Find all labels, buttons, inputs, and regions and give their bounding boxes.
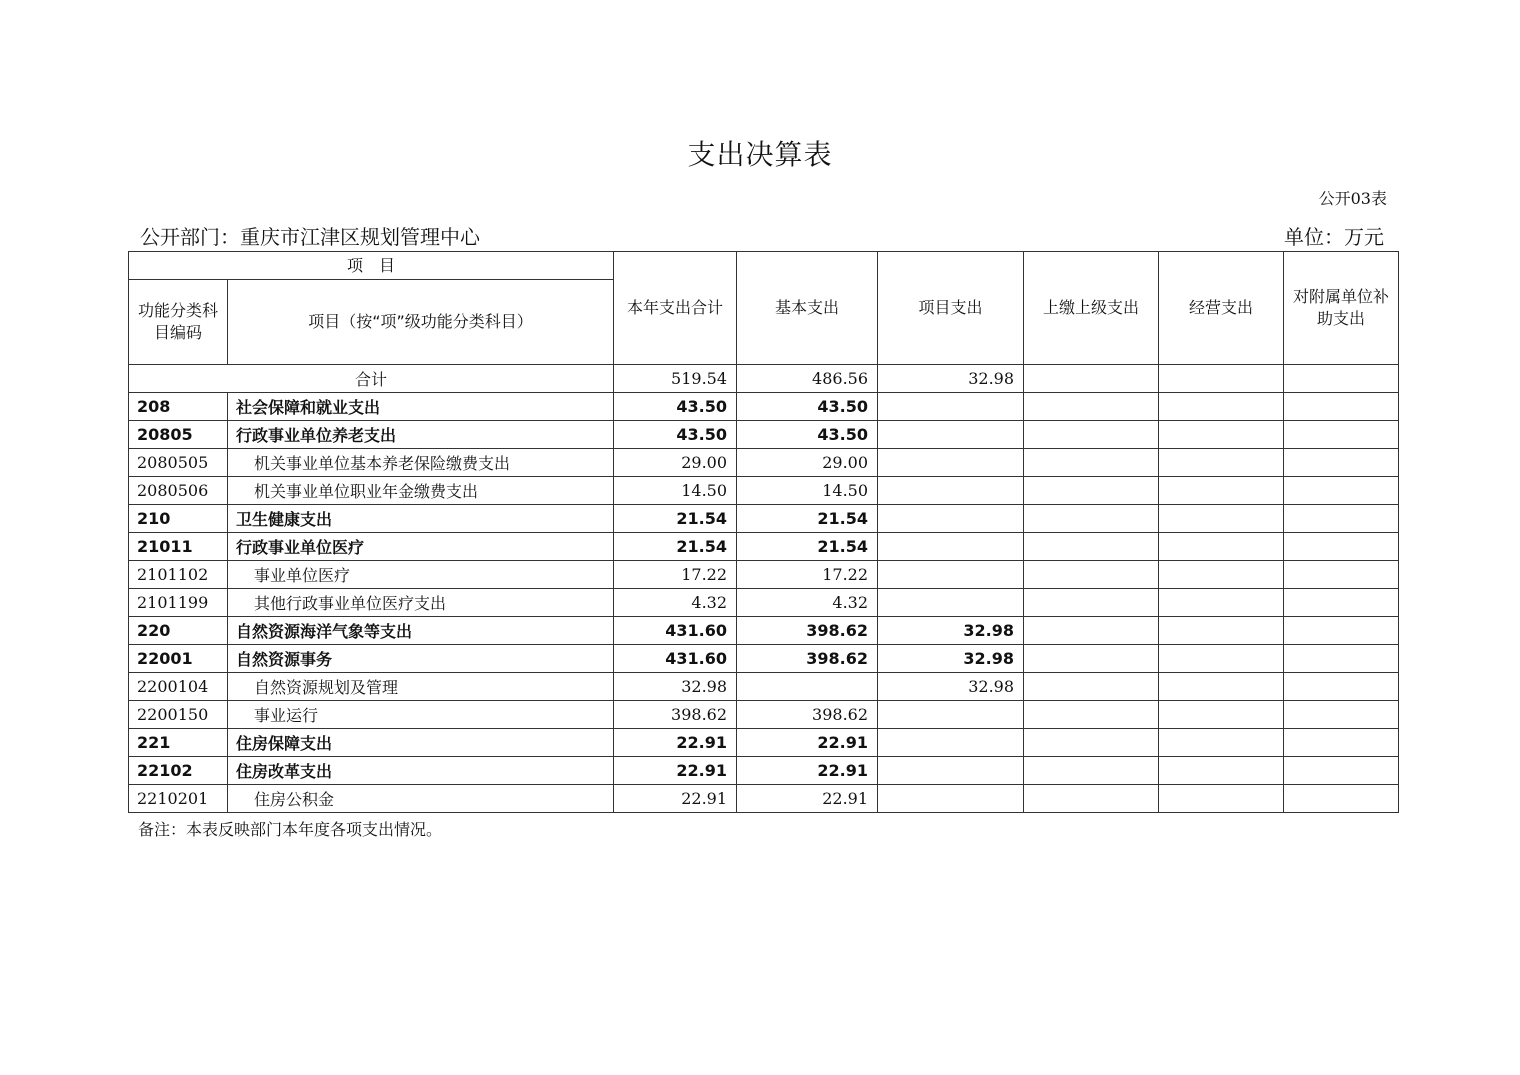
row-name [228,589,614,617]
table-row [129,477,1399,505]
row-code: 221 [129,729,228,757]
row-code: 22001 [129,645,228,673]
row-business [1159,533,1284,561]
row-basic: 398.62 [737,701,878,729]
row-subsidy [1284,533,1399,561]
row-subsidy [1284,617,1399,645]
row-total: 22.91 [614,785,737,813]
row-total: 43.50 [614,393,737,421]
row-business [1159,729,1284,757]
row-business [1159,421,1284,449]
row-name-text: 自然资源事务 [236,650,333,669]
row-code: 2080505 [129,449,228,477]
row-project [878,785,1024,813]
total-basic: 486.56 [737,365,878,393]
table-row [129,645,1399,673]
footnote: 备注：本表反映部门本年度各项支出情况。 [138,820,443,839]
row-business [1159,561,1284,589]
row-subsidy [1284,785,1399,813]
row-subsidy [1284,757,1399,785]
row-name [228,785,614,813]
row-project: 32.98 [878,673,1024,701]
row-total: 21.54 [614,505,737,533]
row-subsidy [1284,645,1399,673]
row-name [228,533,614,561]
row-basic: 398.62 [737,617,878,645]
row-total: 22.91 [614,729,737,757]
row-name-text: 社会保障和就业支出 [236,398,381,417]
row-subsidy [1284,393,1399,421]
row-project [878,757,1024,785]
row-total: 29.00 [614,449,737,477]
header-basic: 基本支出 [737,252,878,365]
row-basic: 29.00 [737,449,878,477]
row-upper [1024,701,1159,729]
row-name [228,645,614,673]
header-business: 经营支出 [1159,252,1284,365]
row-total: 431.60 [614,617,737,645]
row-subsidy [1284,421,1399,449]
row-basic: 43.50 [737,421,878,449]
total-business [1159,365,1284,393]
row-total: 431.60 [614,645,737,673]
row-name-text: 事业运行 [254,706,319,725]
total-subsidy [1284,365,1399,393]
row-project [878,393,1024,421]
row-upper [1024,589,1159,617]
header-upper: 上缴上级支出 [1024,252,1159,365]
row-project [878,477,1024,505]
row-upper [1024,505,1159,533]
row-name [228,505,614,533]
row-name-text: 其他行政事业单位医疗支出 [254,594,447,613]
row-total: 17.22 [614,561,737,589]
total-row [129,365,1399,393]
row-basic: 22.91 [737,785,878,813]
row-name-text: 住房改革支出 [236,762,333,781]
total-upper [1024,365,1159,393]
table-row [129,617,1399,645]
header-total: 本年支出合计 [614,252,737,365]
row-upper [1024,645,1159,673]
row-name [228,477,614,505]
row-name-text: 卫生健康支出 [236,510,333,529]
row-basic: 22.91 [737,757,878,785]
row-business [1159,393,1284,421]
row-business [1159,757,1284,785]
row-name-text: 住房保障支出 [236,734,333,753]
row-business [1159,785,1284,813]
row-code: 21011 [129,533,228,561]
header-project: 项目支出 [878,252,1024,365]
table-row [129,533,1399,561]
table-row [129,505,1399,533]
row-project: 32.98 [878,645,1024,673]
total-project: 32.98 [878,365,1024,393]
header-subsidy: 对附属单位补助支出 [1284,252,1399,365]
row-subsidy [1284,673,1399,701]
row-code: 220 [129,617,228,645]
row-code: 2200150 [129,701,228,729]
row-upper [1024,617,1159,645]
row-business [1159,645,1284,673]
row-business [1159,617,1284,645]
row-subsidy [1284,561,1399,589]
row-total: 22.91 [614,757,737,785]
row-upper [1024,673,1159,701]
row-upper [1024,757,1159,785]
row-basic: 43.50 [737,393,878,421]
row-basic: 21.54 [737,505,878,533]
row-code: 2101102 [129,561,228,589]
row-project [878,561,1024,589]
row-subsidy [1284,449,1399,477]
row-name [228,757,614,785]
table-row [129,561,1399,589]
row-project [878,533,1024,561]
row-upper [1024,477,1159,505]
row-business [1159,505,1284,533]
row-name-text: 自然资源海洋气象等支出 [236,622,413,641]
row-basic [737,673,878,701]
total-total: 519.54 [614,365,737,393]
table-row [129,589,1399,617]
row-upper [1024,785,1159,813]
row-basic: 22.91 [737,729,878,757]
row-name [228,449,614,477]
row-upper [1024,449,1159,477]
row-name [228,561,614,589]
row-total: 32.98 [614,673,737,701]
row-total: 14.50 [614,477,737,505]
expenditure-table [128,251,1399,813]
row-name-text: 机关事业单位基本养老保险缴费支出 [254,454,511,473]
row-basic: 14.50 [737,477,878,505]
table-row [129,757,1399,785]
row-total: 4.32 [614,589,737,617]
table-row [129,729,1399,757]
row-upper [1024,533,1159,561]
row-code: 2210201 [129,785,228,813]
row-name [228,421,614,449]
row-name-text: 住房公积金 [254,790,335,809]
row-project [878,701,1024,729]
table-row [129,785,1399,813]
row-name-text: 行政事业单位医疗 [236,538,365,557]
row-subsidy [1284,477,1399,505]
row-total: 398.62 [614,701,737,729]
table-row [129,449,1399,477]
row-business [1159,701,1284,729]
page-title: 支出决算表 [687,138,833,171]
row-code: 2101199 [129,589,228,617]
row-project [878,589,1024,617]
row-code: 210 [129,505,228,533]
row-name [228,393,614,421]
row-total: 21.54 [614,533,737,561]
row-basic: 21.54 [737,533,878,561]
row-basic: 398.62 [737,645,878,673]
row-code: 20805 [129,421,228,449]
row-subsidy [1284,701,1399,729]
row-name [228,617,614,645]
row-basic: 4.32 [737,589,878,617]
table-row [129,393,1399,421]
row-name-text: 行政事业单位养老支出 [236,426,397,445]
table-row [129,673,1399,701]
row-code: 22102 [129,757,228,785]
row-business [1159,477,1284,505]
row-total: 43.50 [614,421,737,449]
table-number: 公开03表 [1318,189,1387,208]
department-label: 公开部门：重庆市江津区规划管理中心 [140,225,480,249]
row-name [228,729,614,757]
row-subsidy [1284,589,1399,617]
unit-label: 单位：万元 [1284,225,1384,249]
row-upper [1024,561,1159,589]
row-business [1159,673,1284,701]
header-item-group: 项 目 [129,252,614,280]
header-name: 项目（按“项”级功能分类科目） [228,280,614,365]
row-project [878,505,1024,533]
table-row [129,701,1399,729]
row-name-text: 机关事业单位职业年金缴费支出 [254,482,479,501]
row-upper [1024,729,1159,757]
row-project [878,449,1024,477]
row-code: 208 [129,393,228,421]
row-business [1159,449,1284,477]
header-code: 功能分类科目编码 [129,280,228,365]
row-subsidy [1284,729,1399,757]
row-basic: 17.22 [737,561,878,589]
row-project: 32.98 [878,617,1024,645]
row-name-text: 自然资源规划及管理 [254,678,399,697]
row-name-text: 事业单位医疗 [254,566,351,585]
total-label: 合计 [129,365,614,393]
table-row [129,421,1399,449]
row-project [878,729,1024,757]
row-upper [1024,421,1159,449]
row-name [228,701,614,729]
row-name [228,673,614,701]
row-code: 2200104 [129,673,228,701]
row-code: 2080506 [129,477,228,505]
row-subsidy [1284,505,1399,533]
row-upper [1024,393,1159,421]
row-business [1159,589,1284,617]
row-project [878,421,1024,449]
